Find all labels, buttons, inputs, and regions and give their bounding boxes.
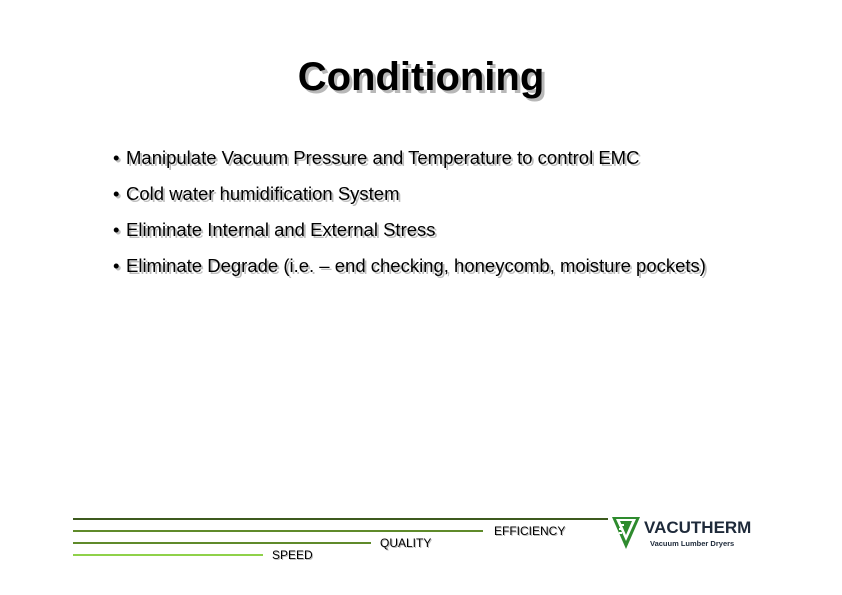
footer-line-quality <box>73 530 483 532</box>
bullet-item <box>113 218 706 254</box>
bullet-marker: • <box>113 183 120 204</box>
bullet-marker: • <box>113 147 120 168</box>
logo-brand-text: VACUTHERM <box>644 518 752 537</box>
bullet-marker: • <box>113 219 120 240</box>
footer-line-efficiency <box>73 518 608 520</box>
vacutherm-emblem-icon <box>612 517 640 549</box>
bullet-list <box>113 146 706 290</box>
vacutherm-logo <box>610 513 770 557</box>
bullet-text: Cold water humidification System <box>126 183 400 204</box>
bullet-item <box>113 254 706 290</box>
footer-label-quality: QUALITY <box>380 536 432 550</box>
bullet-text: Eliminate Degrade (i.e. – end checking, honeycomb, moisture pockets) <box>126 255 706 276</box>
footer-label-speed: SPEED <box>272 548 313 562</box>
footer-line-quality-lower <box>73 542 371 544</box>
bullet-text: Manipulate Vacuum Pressure and Temperature to control EMC <box>126 147 640 168</box>
bullet-item <box>113 182 706 218</box>
bullet-text: Eliminate Internal and External Stress <box>126 219 436 240</box>
slide-title: Conditioning <box>297 55 545 99</box>
footer-line-speed <box>73 554 263 556</box>
bullet-marker: • <box>113 255 120 276</box>
logo-tagline-text: Vacuum Lumber Dryers <box>650 539 735 548</box>
footer-label-efficiency: EFFICIENCY <box>494 524 566 538</box>
bullet-item <box>113 146 706 182</box>
